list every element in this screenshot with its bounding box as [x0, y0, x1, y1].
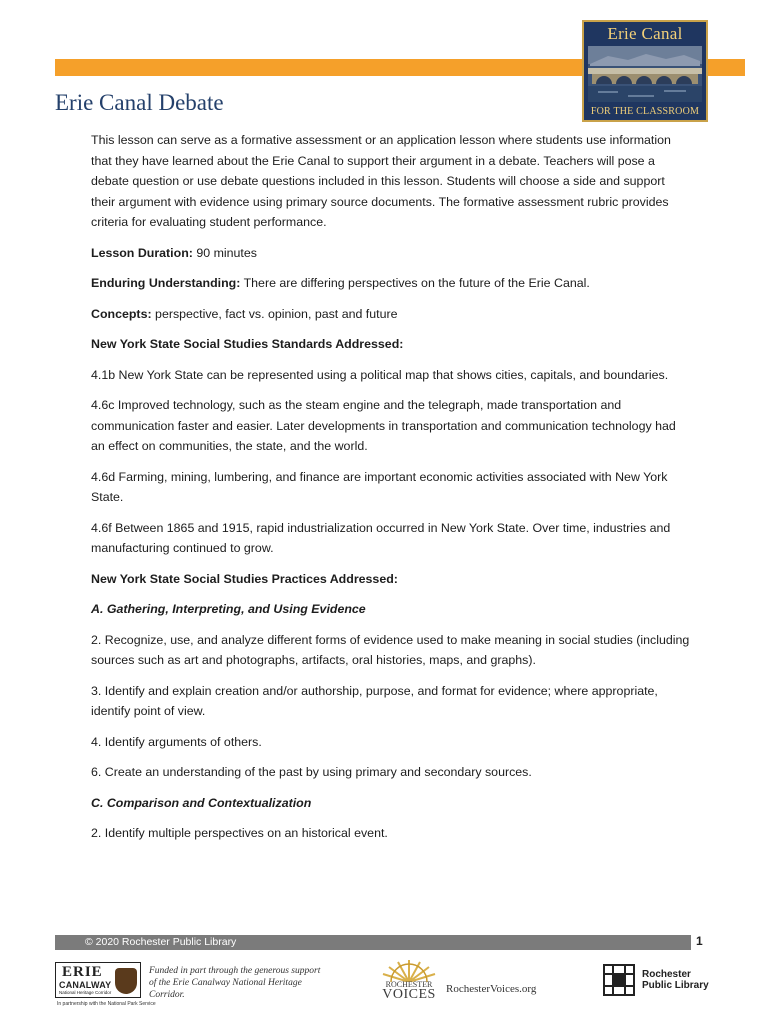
standard-item: 4.6f Between 1865 and 1915, rapid industrialization occurred in New York State. Over time, industries and manufacturing continued to grow. [91, 520, 671, 555]
lesson-content [91, 130, 691, 854]
practice-a-item: 3. Identify and explain creation and/or authorship, purpose, and format for evidence; where appropriate, identify point of view. [91, 683, 658, 718]
sunburst-icon [378, 958, 440, 982]
footer-copyright-bar [55, 935, 691, 950]
practice-c-item: 2. Identify multiple perspectives on an historical event. [91, 826, 388, 840]
erie-canal-classroom-logo [582, 20, 708, 122]
library-name-line1: Rochester [642, 969, 691, 980]
library-name [642, 969, 709, 991]
erie-logo-line1: ERIE [62, 964, 103, 980]
standard-item: 4.1b New York State can be represented using a political map that shows cities, capitals, and boundaries. [91, 367, 669, 382]
practice-c-heading-text: C. Comparison and Contextualization [91, 795, 312, 810]
practice-a-heading [91, 599, 691, 620]
erie-canalway-logo [55, 962, 141, 998]
standards-heading [91, 334, 691, 355]
understanding-value: There are differing perspectives on the future of the Erie Canal. [243, 276, 590, 290]
standard-item: 4.6c Improved technology, such as the steam engine and the telegraph, made transportation and communication faster and easier. Later developments in transportation and communication technology had an effect on communities, the state, and the world. [91, 398, 676, 453]
concepts-line [91, 304, 691, 325]
park-service-badge-icon [115, 968, 137, 994]
rochester-voices-url: RochesterVoices.org [446, 983, 537, 995]
standards-heading-text: New York State Social Studies Standards Addressed: [91, 337, 404, 351]
concepts-label: Concepts: [91, 306, 152, 321]
funding-acknowledgement: Funded in part through the generous support of the Erie Canalway National Heritage Corridor. [149, 966, 321, 1000]
practice-a-item: 2. Recognize, use, and analyze different forms of evidence used to make meaning in social studies (including sources such as art and photographs, artifacts, oral histories, maps, and graphs). [91, 632, 690, 667]
practices-heading [91, 569, 691, 590]
copyright-text: © 2020 Rochester Public Library [85, 936, 237, 948]
understanding-line [91, 273, 691, 294]
erie-logo-line2: CANALWAY [59, 980, 112, 990]
erie-logo-line3: National Heritage Corridor [59, 990, 112, 995]
understanding-label: Enduring Understanding: [91, 276, 241, 290]
rochester-library-icon [602, 963, 636, 997]
standard-item: 4.6d Farming, mining, lumbering, and finance are important economic activities associated with New York State. [91, 469, 668, 504]
voices-line1: ROCHESTER [385, 980, 433, 989]
logo-subtitle: FOR THE CLASSROOM [590, 106, 700, 117]
concepts-value: perspective, fact vs. opinion, past and future [155, 306, 398, 321]
practices-heading-text: New York State Social Studies Practices Addressed: [91, 571, 398, 586]
duration-line [91, 243, 691, 264]
page-number: 1 [696, 934, 703, 948]
duration-value: 90 minutes [196, 245, 257, 260]
rochester-voices-logo [378, 958, 440, 1002]
aqueduct-illustration-icon [588, 46, 702, 102]
intro-paragraph: This lesson can serve as a formative assessment or an application lesson where students use information that they have learned about the Erie Canal to support their argument in a debate. Teachers will pose a debate question or use debate questions included in this lesson. Students will choose a side and support their argument with evidence using primary source documents. The formative assessment rubric provides criteria for evaluating student performance. [91, 133, 671, 229]
page-title: Erie Canal Debate [55, 90, 224, 115]
logo-title: Erie Canal [607, 24, 683, 43]
practice-a-item: 6. Create an understanding of the past by using primary and secondary sources. [91, 765, 532, 779]
voices-line2: VOICES [382, 987, 436, 1002]
erie-partner-text: In partnership with the National Park Service [57, 1001, 156, 1007]
practice-a-heading-text: A. Gathering, Interpreting, and Using Evidence [91, 602, 366, 616]
duration-label: Lesson Duration: [91, 245, 193, 260]
practice-c-heading [91, 793, 691, 814]
practice-a-item: 4. Identify arguments of others. [91, 734, 262, 749]
library-name-line2: Public Library [642, 980, 709, 991]
